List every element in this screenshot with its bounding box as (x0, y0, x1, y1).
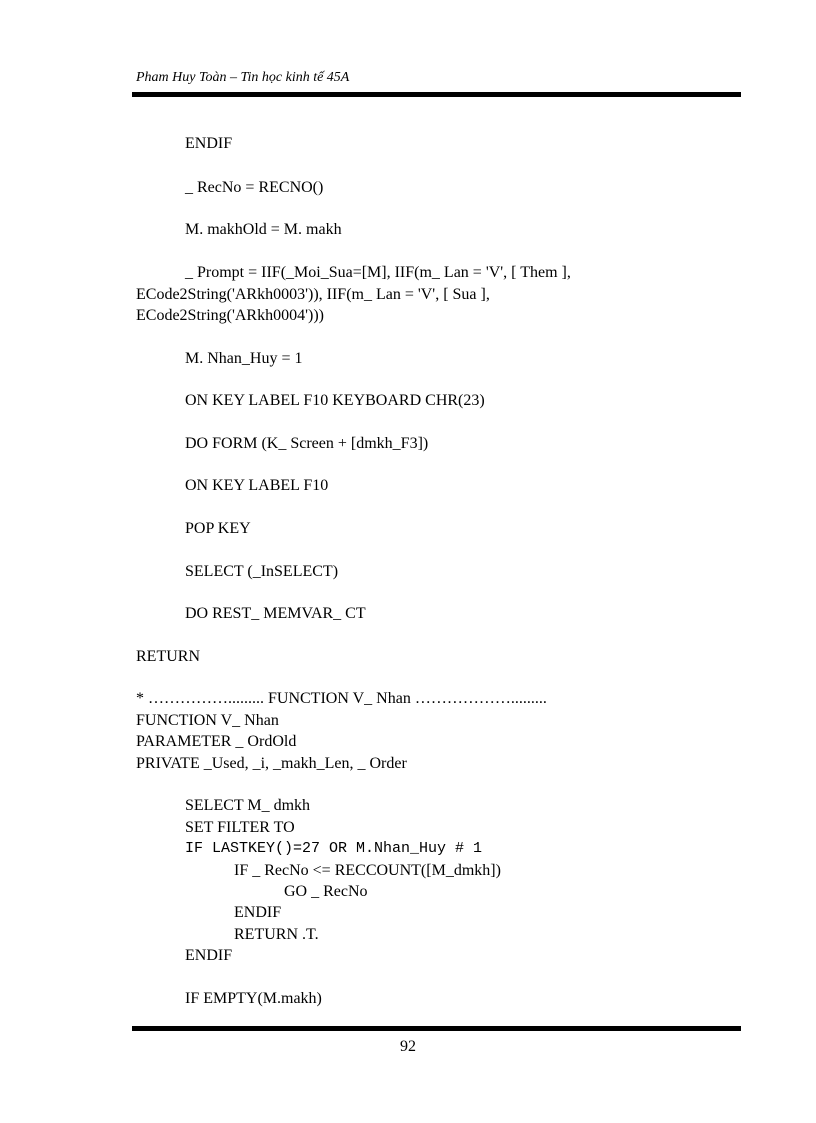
code-line: SELECT M_ dmkh (185, 797, 311, 814)
code-line: DO FORM (K_ Screen + [dmkh_F3]) (185, 435, 429, 452)
code-line: SELECT (_InSELECT) (185, 563, 339, 580)
code-line: ENDIF (185, 135, 233, 152)
page-number: 92 (400, 1038, 416, 1055)
code-line: * ……………......... FUNCTION V_ Nhan ………………......... (136, 690, 547, 707)
code-line: PARAMETER _ OrdOld (136, 733, 297, 750)
code-line: _ Prompt = IIF(_Moi_Sua=[M], IIF(m_ Lan = 'V', [ Them ], (185, 264, 571, 281)
code-line: SET FILTER TO (185, 819, 295, 836)
code-line: ON KEY LABEL F10 KEYBOARD CHR(23) (185, 392, 485, 409)
code-line: IF LASTKEY()=27 OR M.Nhan_Huy # 1 (185, 840, 483, 857)
code-line: RETURN .T. (234, 926, 319, 943)
code-line: RETURN (136, 648, 200, 665)
code-line: IF EMPTY(M.makh) (185, 990, 322, 1007)
code-line: ECode2String('ARkh0004'))) (136, 307, 324, 324)
header-rule (132, 92, 741, 97)
code-line: ECode2String('ARkh0003')), IIF(m_ Lan = 'V', [ Sua ], (136, 286, 490, 303)
code-line: IF _ RecNo <= RECCOUNT([M_dmkh]) (234, 862, 501, 879)
code-line: M. Nhan_Huy = 1 (185, 350, 303, 367)
footer-rule (132, 1026, 741, 1031)
code-line: GO _ RecNo (284, 883, 368, 900)
code-line: POP KEY (185, 520, 251, 537)
code-line: DO REST_ MEMVAR_ CT (185, 605, 366, 622)
code-line: ON KEY LABEL F10 (185, 477, 329, 494)
code-line: _ RecNo = RECNO() (185, 179, 324, 196)
code-line: M. makhOld = M. makh (185, 221, 342, 238)
code-line: FUNCTION V_ Nhan (136, 712, 279, 729)
code-line: PRIVATE _Used, _i, _makh_Len, _ Order (136, 755, 407, 772)
code-line: ENDIF (234, 904, 282, 921)
code-line: ENDIF (185, 947, 233, 964)
running-header: Pham Huy Toàn – Tin học kinh tế 45A (136, 70, 350, 85)
